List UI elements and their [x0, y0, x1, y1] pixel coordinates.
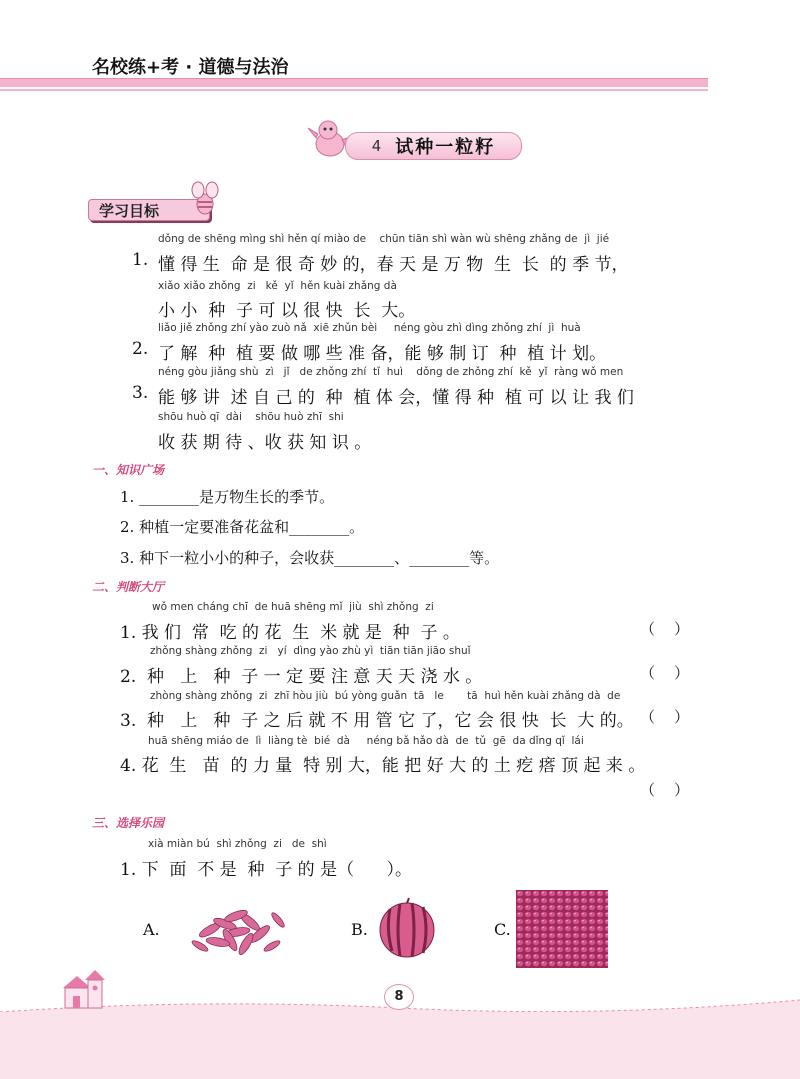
- goal-1-text-line-2: 小 小 种 子 可 以 很 快 长 大。: [158, 301, 416, 321]
- judge-4-pinyin: huā shēng miáo de lì liàng tè bié dà néng bǎ hǎo dà de tǔ gē da dǐng qǐ lái: [148, 735, 584, 747]
- judge-1-answer-paren[interactable]: （ ）: [640, 620, 690, 638]
- header-bar: [0, 78, 708, 87]
- goal-3-text-line-1: 能 够 讲 述 自 己 的 种 植 体 会，懂 得 种 植 可 以 让 我 们: [158, 388, 634, 408]
- watermelon-image: [376, 897, 438, 959]
- judge-1-text: 1. 我 们 常 吃 的 花 生 米 就 是 种 子 。: [120, 623, 460, 643]
- goal-3-number: 3.: [132, 383, 149, 403]
- judge-2-answer-paren[interactable]: （ ）: [640, 664, 690, 682]
- lesson-title: 试种一粒籽: [395, 137, 496, 158]
- goal-1-text-line-1: 懂 得 生 命 是 很 奇 妙 的，春 天 是 万 物 生 长 的 季 节，: [158, 255, 629, 275]
- judge-3-pinyin: zhòng shàng zhǒng zi zhī hòu jiù bú yòng guǎn tā le tā huì hěn kuài zhǎng dà de: [150, 690, 621, 702]
- option-c-label[interactable]: C.: [494, 920, 511, 939]
- judge-1-pinyin: wǒ men cháng chī de huā shēng mǐ jiù shì zhǒng zi: [152, 601, 434, 613]
- option-b-label[interactable]: B.: [351, 920, 368, 939]
- judge-2-text: 2. 种 上 种 子 一 定 要 注 意 天 天 浇 水 。: [120, 667, 483, 687]
- sunflower-seeds-image: [180, 890, 292, 962]
- bee-icon: [190, 180, 220, 216]
- lesson-banner: [345, 132, 522, 160]
- goal-1-number: 1.: [132, 250, 149, 270]
- option-a-label[interactable]: A.: [143, 920, 160, 939]
- section-3-title: 三、选择乐园: [92, 816, 165, 830]
- goal-3-text-line-2: 收 获 期 待 、收 获 知 识 。: [158, 433, 372, 453]
- section-2-title: 二、判断大厅: [92, 580, 165, 594]
- goal-2-pinyin: liǎo jiě zhǒng zhí yào zuò nǎ xiē zhǔn bèi néng gòu zhì dìng zhǒng zhí jì huà: [158, 322, 581, 334]
- judge-2-pinyin: zhǒng shàng zhǒng zi yí dìng yào zhù yì tiān tiān jiāo shuǐ: [150, 645, 471, 657]
- judge-4-answer-paren[interactable]: （ ）: [640, 781, 690, 799]
- fill-blank-3: 3. 种下一粒小小的种子，会收获________、________等。: [120, 549, 500, 567]
- goal-1-pinyin-line-2: xiǎo xiǎo zhǒng zi kě yǐ hěn kuài zhǎng dà: [158, 280, 397, 292]
- header-bar-thin: [0, 89, 708, 91]
- judge-3-text: 3. 种 上 种 子 之 后 就 不 用 管 它 了，它 会 很 快 长 大 的。: [120, 711, 634, 731]
- goal-2-text: 了 解 种 植 要 做 哪 些 准 备，能 够 制 订 种 植 计 划。: [158, 344, 607, 364]
- goal-3-pinyin-line-1: néng gòu jiǎng shù zì jǐ de zhǒng zhí tǐ huì dǒng de zhǒng zhí kě yǐ ràng wǒ men: [158, 366, 624, 378]
- fill-blank-1: 1. ________是万物生长的季节。: [120, 488, 335, 506]
- page-number: 8: [384, 984, 414, 1010]
- goal-1-pinyin-line-1: dǒng de shēng mìng shì hěn qí miào de chūn tiān shì wàn wù shēng zhǎng de jì jié: [158, 233, 610, 245]
- learning-goals-label: 学习目标: [88, 199, 210, 221]
- choice-1-question: 1. 下 面 不 是 种 子 的 是（ ）。: [120, 860, 412, 880]
- goal-2-number: 2.: [132, 339, 149, 359]
- judge-4-text: 4. 花 生 苗 的 力 量 特 别 大，能 把 好 大 的 土 疙 瘩 顶 起 来 。: [120, 756, 646, 776]
- judge-3-answer-paren[interactable]: （ ）: [640, 708, 690, 726]
- header-title: 名校练+考 · 道德与法治: [92, 57, 289, 78]
- goal-3-pinyin-line-2: shōu huò qī dài shōu huò zhī shi: [158, 411, 344, 423]
- lesson-number: 4: [371, 137, 382, 155]
- choice-1-pinyin: xià miàn bú shì zhǒng zi de shì: [148, 838, 327, 850]
- red-beans-image: [516, 890, 608, 968]
- footer-band: [0, 1012, 800, 1079]
- section-1-title: 一、知识广场: [92, 463, 165, 477]
- house-icon: [55, 968, 110, 1014]
- fill-blank-2: 2. 种植一定要准备花盆和________。: [120, 518, 365, 536]
